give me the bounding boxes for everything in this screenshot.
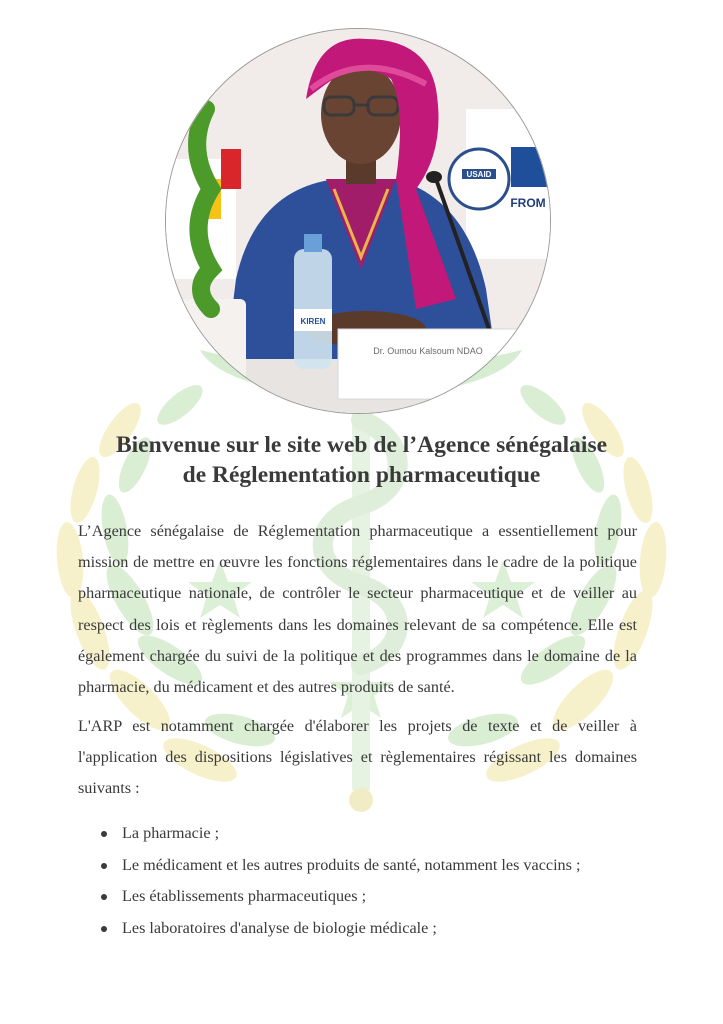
bullet-icon <box>101 926 107 932</box>
mission-paragraph: L’Agence sénégalaise de Réglementation pharmaceutique a essentiellement pour mission de mettre en œuvre les fonctions réglementaires dans le cadre de la politique pharmaceutique nationale, de contrôler le secteur pharmaceutique et de veiller au respect des lois et règlements dans les domaines relevant de sa compétence. Elle est également chargée du suivi de la politique et des programmes dans le domaine de la pharmacie, du médicament et des autres produits de santé. <box>78 522 637 697</box>
list-item: Le médicament et les autres produits de santé, notamment les vaccins ; <box>78 850 658 882</box>
domains-list <box>78 818 658 944</box>
list-item: Les laboratoires d'analyse de biologie médicale ; <box>78 913 658 945</box>
title-line-1: Bienvenue sur le site web de l’Agence sénégalaise <box>115 432 608 458</box>
list-item: Les établissements pharmaceutiques ; <box>78 881 658 913</box>
banner-from-text: FROM <box>510 196 546 210</box>
bullet-icon <box>101 894 107 900</box>
list-item: La pharmacie ; <box>78 818 658 850</box>
title-line-2: de Réglementation pharmaceutique <box>182 462 541 488</box>
bullet-icon <box>101 831 107 837</box>
bullet-icon <box>101 863 107 869</box>
bottle-label-text: KIREN <box>300 317 326 326</box>
nameplate-text: Dr. Oumou Kalsoum NDAO <box>373 346 483 356</box>
responsibilities-paragraph: L'ARP est notamment chargée d'élaborer les projets de texte et de veiller à l'application des dispositions législatives et règlementaires régissant les domaines suivants : <box>78 717 637 798</box>
usaid-logo-text: USAID <box>466 170 492 179</box>
page-title <box>60 430 663 490</box>
official-portrait-photo <box>165 28 551 414</box>
